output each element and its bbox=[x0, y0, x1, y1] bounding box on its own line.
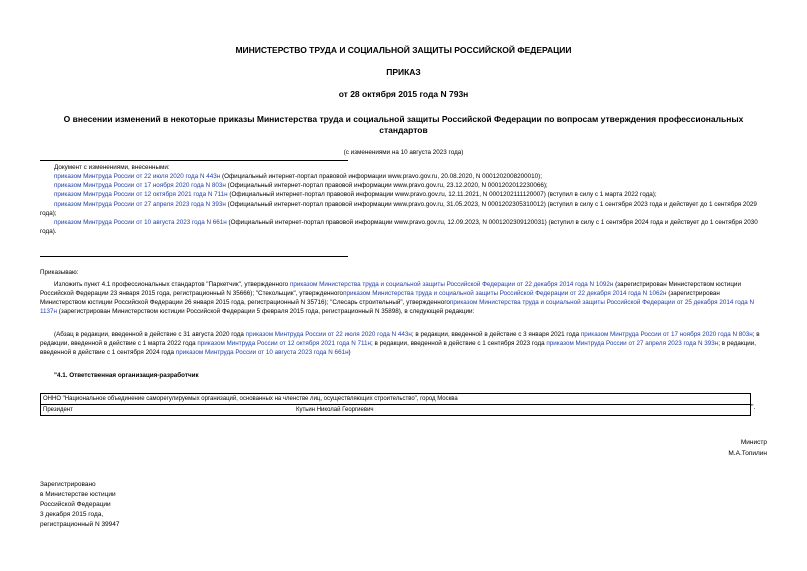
amendment-link[interactable]: приказом Минтруда России от 17 ноября 2020 года N 803н bbox=[54, 182, 226, 190]
registration-line: Зарегистрировано bbox=[40, 481, 96, 488]
paragraph-1 bbox=[40, 280, 767, 317]
amendments-bottom-rule bbox=[40, 256, 348, 257]
order-word-block bbox=[40, 268, 767, 277]
amendment-link[interactable]: приказом Минтруда России от 22 июля 2020 года N 443н bbox=[54, 173, 221, 181]
p2-link-1[interactable]: приказом Минтруда России от 22 июля 2020 года N 443н bbox=[245, 331, 412, 338]
signature-name: М.А.Топилин bbox=[728, 450, 767, 457]
amendment-item bbox=[40, 172, 767, 181]
doc-type-heading: ПРИКАЗ bbox=[386, 67, 421, 77]
table-row bbox=[41, 394, 750, 405]
section-heading-block bbox=[40, 371, 767, 380]
position-cell: Президент bbox=[43, 407, 73, 413]
p2-link-3[interactable]: приказом Минтруда России от 12 октября 2021 года N 711н bbox=[197, 340, 372, 348]
revision-note: (с изменениями на 10 августа 2023 года) bbox=[343, 149, 464, 156]
amendment-item bbox=[40, 190, 767, 199]
date-number-heading: от 28 октября 2015 года N 793н bbox=[338, 89, 469, 99]
amendments-top-rule bbox=[40, 160, 348, 161]
p2-text: ; в редакции, введенной в действие с 1 сентября 2023 года bbox=[371, 340, 547, 348]
p1-link-1[interactable]: приказом Министерства труда и социальной защиты Российской Федерации от 22 декабря 2014 года N 1092н bbox=[289, 281, 614, 288]
table-end-mark: ". bbox=[751, 404, 756, 411]
amendment-link[interactable]: приказом Минтруда России от 10 августа 2023 года N 661н bbox=[54, 218, 227, 226]
person-cell: Кутьин Николай Георгиевич bbox=[296, 407, 374, 413]
section-heading: "4.1. Ответственная организация-разработчик bbox=[54, 372, 199, 379]
signature-title: Министр bbox=[740, 439, 767, 446]
order-word: Приказываю: bbox=[40, 269, 79, 276]
amendment-link[interactable]: приказом Минтруда России от 27 апреля 2023 года N 393н bbox=[54, 200, 226, 208]
p2-text: ; в редакции, введенной в действие с 3 января 2021 года bbox=[411, 331, 581, 338]
p2-text: ) bbox=[348, 349, 351, 357]
ministry-heading: МИНИСТЕРСТВО ТРУДА И СОЦИАЛЬНОЙ ЗАЩИТЫ РОССИЙСКОЙ ФЕДЕРАЦИИ bbox=[235, 45, 572, 55]
document-title: О внесении изменений в некоторые приказы Министерства труда и социальной защиты Российской Федерации по вопросам утверждения профессиональных стандартов bbox=[63, 114, 744, 136]
amendments-block bbox=[40, 163, 767, 236]
p2-text: ; в редакции, введенной в действие с 1 марта 2022 года bbox=[40, 331, 760, 348]
p1-text: Изложить пункт 4.1 профессиональных стандартов "Паркетчик", утвержденного bbox=[54, 281, 290, 288]
p1-text: (зарегистрирован Министерством юстиции Российской Федерации 5 февраля 2015 года, регистрационный N 35898), в следующей редакции: bbox=[57, 308, 475, 316]
amendment-text: (Официальный интернет-портал правовой информации www.pravo.gov.ru, 12.09.2023, N 0001202309120031) (вступил в силу с 1 сентября 2024 года и действует до 1 сентября 2030 года). bbox=[40, 218, 758, 235]
developer-table bbox=[40, 393, 751, 416]
table-row bbox=[41, 405, 750, 415]
org-cell: ОННО "Национальное объединение саморегулируемых организаций, основанных на членстве лиц, осуществляющих строительство", город Москва bbox=[43, 396, 458, 402]
p2-link-2[interactable]: приказом Минтруда России от 17 ноября 2020 года N 803н bbox=[580, 331, 753, 338]
p2-text: ; в редакции, введенной в действие с 1 сентября 2024 года bbox=[40, 340, 757, 357]
paragraph-2 bbox=[40, 330, 767, 357]
p1-text: (зарегистрирован Министерством юстиции Российской Федерации 26 января 2015 года, регистрационный N 35716); "Слесарь строительный", утвержденного bbox=[40, 290, 720, 307]
amendment-item bbox=[40, 200, 767, 218]
amendments-intro: Документ с изменениями, внесенными: bbox=[54, 164, 170, 171]
amendment-item bbox=[40, 218, 767, 236]
amendment-link[interactable]: приказом Минтруда России от 12 октября 2021 года N 711н bbox=[54, 191, 228, 199]
p2-text: (Абзац в редакции, введенной в действие с 31 августа 2020 года bbox=[54, 331, 246, 338]
registration-block bbox=[40, 480, 120, 530]
amendment-text: (Официальный интернет-портал правовой информации www.pravo.gov.ru, 12.11.2021, N 0001202111120007) (вступил в силу с 1 марта 2022 года); bbox=[227, 191, 657, 199]
amendment-item bbox=[40, 181, 767, 190]
p1-link-3[interactable]: приказом Министерства труда и социальной защиты Российской Федерации от 25 декабря 2014 года N 1137н bbox=[40, 299, 755, 316]
amendment-text: (Официальный интернет-портал правовой информации www.pravo.gov.ru, 23.12.2020, N 0001202012230066); bbox=[225, 182, 548, 190]
p2-link-4[interactable]: приказом Минтруда России от 27 апреля 2023 года N 393н bbox=[546, 340, 719, 348]
p1-link-2[interactable]: приказом Министерства труда и социальной защиты Российской Федерации от 22 декабря 2014 года N 1062н bbox=[343, 290, 667, 298]
p2-link-5[interactable]: приказом Минтруда России от 10 августа 2023 года N 661н bbox=[175, 349, 349, 357]
registration-line: в Министерстве юстиции bbox=[40, 491, 116, 499]
registration-line: 3 декабря 2015 года, bbox=[40, 511, 104, 519]
p1-text: (зарегистрирован Министерством юстиции Российской Федерации 23 января 2015 года, регистрационный N 35666); "Стекольщик", утвержденного bbox=[40, 281, 741, 298]
amendment-text: (Официальный интернет-портал правовой информации www.pravo.gov.ru, 20.08.2020, N 0001202008200010); bbox=[220, 173, 543, 181]
registration-line: регистрационный N 39947 bbox=[40, 521, 120, 529]
registration-line: Российской Федерации bbox=[40, 501, 111, 509]
amendment-text: (Официальный интернет-портал правовой информации www.pravo.gov.ru, 31.05.2023, N 0001202305310012) (вступил в силу с 1 сентября 2023 года и действует до 1 сентября 2029 года); bbox=[40, 200, 757, 217]
